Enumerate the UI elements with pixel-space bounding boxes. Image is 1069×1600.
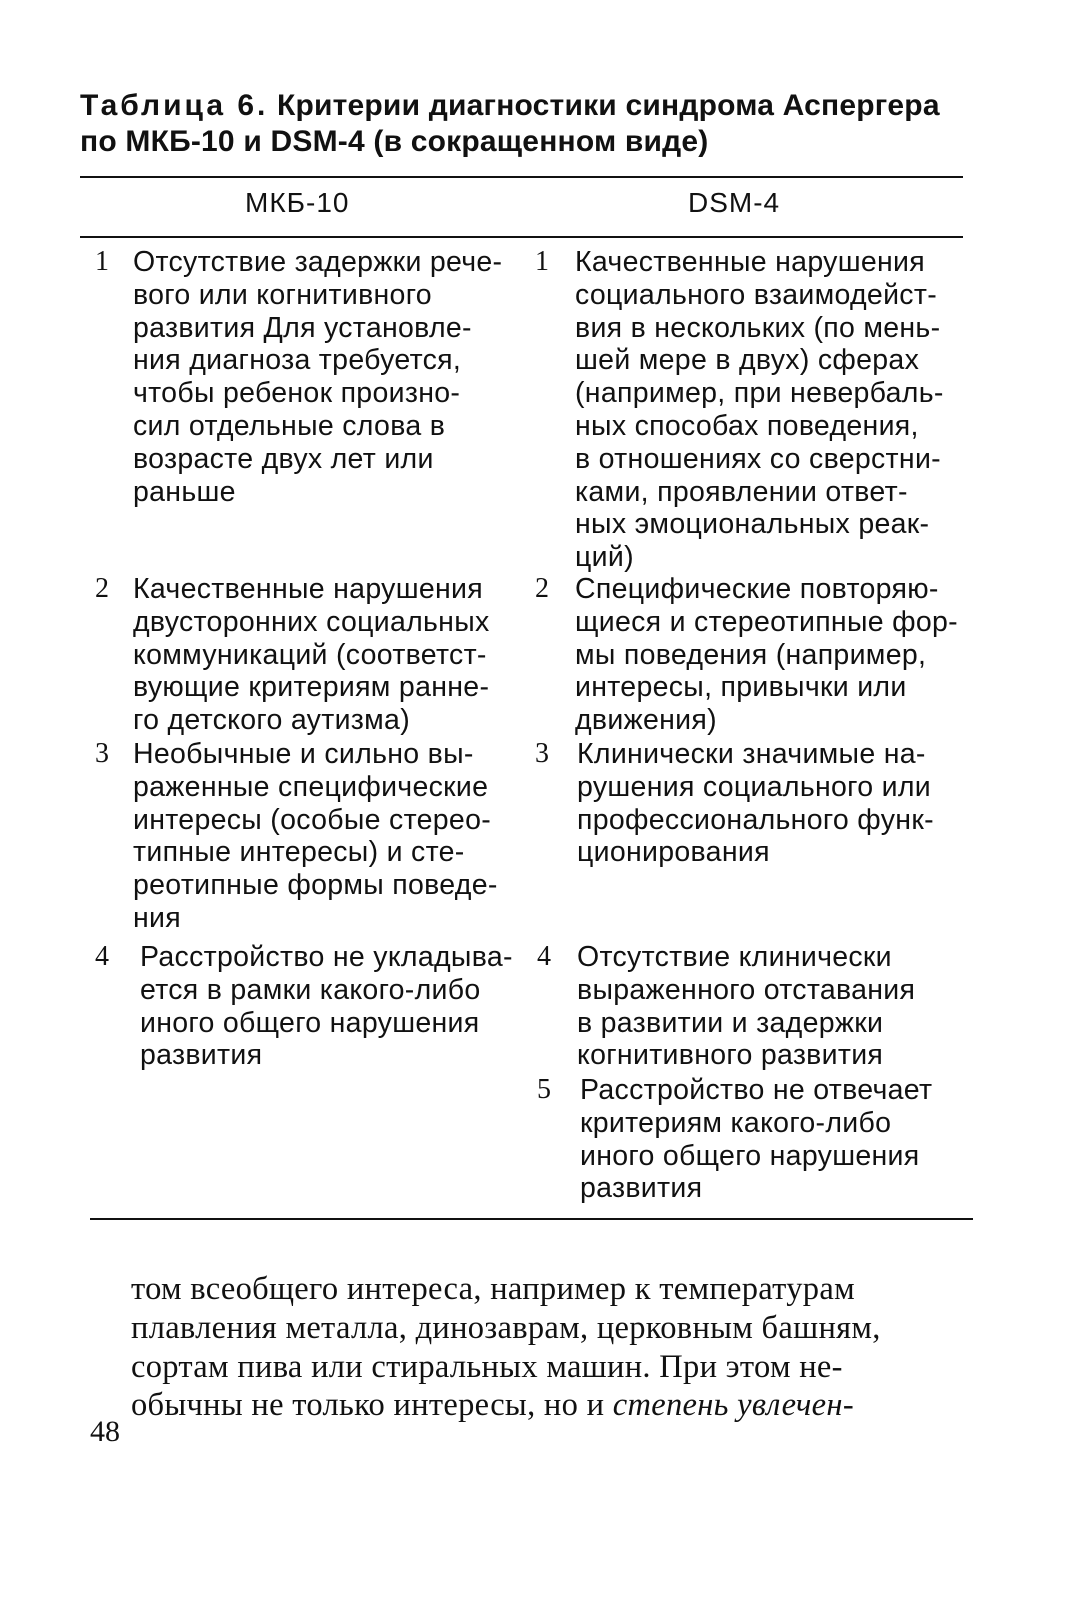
icd10-item-text: Качественные нарушения двусторонних социальных коммуникаций (соответст- вующие критериям ранне- го детского аутизма) (133, 573, 490, 737)
dsm4-item-number: 4 (537, 941, 551, 972)
dsm4-item-text: Клинически значимые на- рушения социального или профессионального функ- ционирования (577, 738, 934, 869)
body-paragraph (131, 1270, 991, 1425)
icd10-item-number: 2 (95, 573, 109, 604)
body-text-plain: том всеобщего интереса, например к температурам плавления металла, динозаврам, церковным башням, сортам пива или стиральных машин. При этом не- обычны не только интересы, но и (131, 1271, 881, 1424)
icd10-item-number: 1 (95, 246, 109, 277)
table-header-rule (80, 236, 963, 238)
table-bottom-rule (90, 1218, 973, 1220)
dsm4-item-number: 1 (535, 246, 549, 277)
table-top-rule (80, 176, 963, 178)
table-caption-label: Таблица 6. (80, 89, 269, 122)
icd10-item-number: 3 (95, 738, 109, 769)
dsm4-item-text: Качественные нарушения социального взаимодейст- вия в нескольких (по мень- шей мере в двух) сферах (например, при невербаль- ных способах поведения, в отношениях со сверстни- ками, проявлении ответ- ных эмоциональных реак- ций) (575, 246, 944, 574)
icd10-item-number: 4 (95, 941, 109, 972)
dsm4-item-number: 5 (537, 1074, 551, 1105)
dsm4-item-text: Расстройство не отвечает критериям какого-либо иного общего нарушения развития (580, 1074, 933, 1205)
dsm4-item-text: Специфические повторяю- щиеся и стереотипные фор- мы поведения (например, интересы, привычки или движения) (575, 573, 958, 737)
table-caption-text: Критерии диагностики синдрома Аспергера по МКБ-10 и DSM-4 (в сокращенном виде) (80, 89, 940, 158)
dsm4-item-number: 3 (535, 738, 549, 769)
column-header-icd10: МКБ-10 (245, 187, 350, 218)
icd10-item-text: Отсутствие задержки рече- вого или когнитивного развития Для установле- ния диагноза требуется, чтобы ребенок произно- сил отдельные слова в возрасте двух лет или раньше (133, 246, 503, 508)
dsm4-item-number: 2 (535, 573, 549, 604)
column-header-dsm4: DSM-4 (688, 187, 781, 218)
table-caption (80, 88, 980, 160)
dsm4-item-text: Отсутствие клинически выраженного отставания в развитии и задержки когнитивного развития (577, 941, 916, 1072)
page-number: 48 (90, 1415, 120, 1448)
icd10-item-text: Необычные и сильно вы- раженные специфические интересы (особые стерео- типные интересы) и сте- реотипные формы поведе- ния (133, 738, 498, 934)
icd10-item-text: Расстройство не укладыва- ется в рамки какого-либо иного общего нарушения развития (140, 941, 513, 1072)
body-text-emphasis: степень увлечен- (612, 1387, 854, 1424)
